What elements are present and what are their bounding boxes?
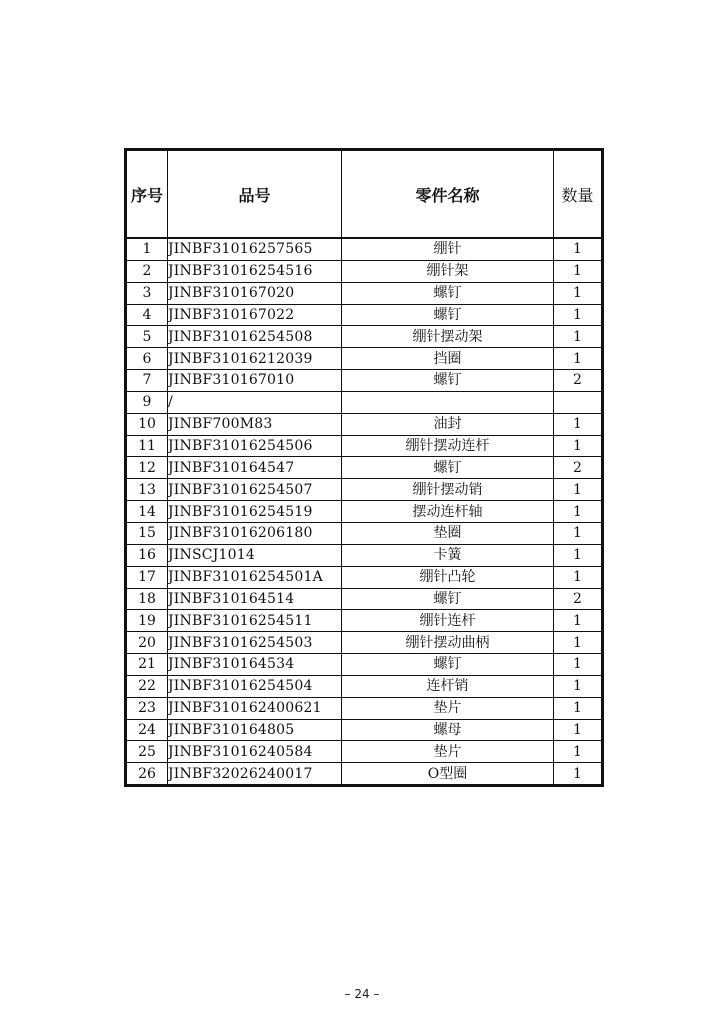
row-quantity: 1 (554, 697, 603, 719)
table-header (126, 150, 603, 239)
row-number: 13 (126, 479, 168, 501)
row-part-number: JINBF310167020 (168, 282, 342, 304)
row-number: 5 (126, 326, 168, 348)
row-number: 19 (126, 610, 168, 632)
row-part-name: 绷针 (342, 238, 554, 260)
row-part-number: JINBF310164534 (168, 654, 342, 676)
header-part-name: 零件名称 (342, 150, 554, 239)
table-row (126, 304, 603, 326)
row-number: 10 (126, 413, 168, 435)
row-quantity: 1 (554, 282, 603, 304)
row-part-name: 垫片 (342, 741, 554, 763)
row-part-name: 绷针架 (342, 260, 554, 282)
table-row (126, 522, 603, 544)
row-quantity: 2 (554, 588, 603, 610)
row-part-number: JINBF310167022 (168, 304, 342, 326)
row-part-number: JINSCJ1014 (168, 544, 342, 566)
table-row (126, 370, 603, 392)
row-number: 23 (126, 697, 168, 719)
row-number: 17 (126, 566, 168, 588)
row-quantity: 1 (554, 435, 603, 457)
row-part-number: JINBF31016254508 (168, 326, 342, 348)
table-row (126, 238, 603, 260)
row-number: 24 (126, 719, 168, 741)
table-row (126, 719, 603, 741)
table-row (126, 260, 603, 282)
row-number: 4 (126, 304, 168, 326)
table-row (126, 501, 603, 523)
row-part-number: JINBF31016254504 (168, 675, 342, 697)
row-part-name: 摆动连杆轴 (342, 501, 554, 523)
row-part-number: JINBF310162400621 (168, 697, 342, 719)
row-number: 18 (126, 588, 168, 610)
page-number: – 24 – (344, 987, 380, 1001)
table-row (126, 610, 603, 632)
parts-table (124, 148, 604, 787)
table-row (126, 457, 603, 479)
table-row (126, 588, 603, 610)
row-number: 3 (126, 282, 168, 304)
header-no: 序号 (126, 150, 168, 239)
row-quantity: 2 (554, 457, 603, 479)
row-part-number: JINBF31016254507 (168, 479, 342, 501)
row-part-name: 螺钉 (342, 588, 554, 610)
row-part-number: JINBF31016254503 (168, 632, 342, 654)
row-part-number: JINBF31016212039 (168, 348, 342, 370)
row-number: 25 (126, 741, 168, 763)
row-part-number: JINBF32026240017 (168, 763, 342, 786)
table-row (126, 348, 603, 370)
row-part-name: 绷针摆动销 (342, 479, 554, 501)
table-body (126, 238, 603, 786)
row-part-name: 螺钉 (342, 654, 554, 676)
row-part-name: 绷针摆动曲柄 (342, 632, 554, 654)
row-number: 1 (126, 238, 168, 260)
table-row (126, 741, 603, 763)
row-number: 20 (126, 632, 168, 654)
row-quantity: 2 (554, 370, 603, 392)
row-part-number: JINBF31016254519 (168, 501, 342, 523)
header-qty: 数量 (554, 150, 603, 239)
row-number: 12 (126, 457, 168, 479)
row-number: 6 (126, 348, 168, 370)
row-part-name: 绷针摆动架 (342, 326, 554, 348)
row-quantity: 1 (554, 544, 603, 566)
row-part-number: JINBF310167010 (168, 370, 342, 392)
row-quantity: 1 (554, 522, 603, 544)
table-row (126, 391, 603, 413)
table-row (126, 675, 603, 697)
row-number: 16 (126, 544, 168, 566)
row-part-number: JINBF31016240584 (168, 741, 342, 763)
row-part-number: JINBF310164514 (168, 588, 342, 610)
row-number: 21 (126, 654, 168, 676)
row-part-name: O型圈 (342, 763, 554, 786)
row-part-name: 绷针摆动连杆 (342, 435, 554, 457)
row-part-name: 螺钉 (342, 282, 554, 304)
row-quantity: 1 (554, 566, 603, 588)
row-part-name: 卡簧 (342, 544, 554, 566)
row-quantity: 1 (554, 348, 603, 370)
row-part-number: JINBF31016257565 (168, 238, 342, 260)
table-row (126, 479, 603, 501)
row-part-name: 绷针凸轮 (342, 566, 554, 588)
row-quantity: 1 (554, 479, 603, 501)
row-part-name: 螺钉 (342, 304, 554, 326)
row-part-name (342, 391, 554, 413)
row-number: 2 (126, 260, 168, 282)
row-part-name: 挡圈 (342, 348, 554, 370)
row-part-number: JINBF700M83 (168, 413, 342, 435)
row-quantity: 1 (554, 719, 603, 741)
row-number: 26 (126, 763, 168, 786)
row-part-number: JINBF31016254516 (168, 260, 342, 282)
row-number: 14 (126, 501, 168, 523)
row-quantity (554, 391, 603, 413)
row-part-number: JINBF31016254501A (168, 566, 342, 588)
row-part-name: 绷针连杆 (342, 610, 554, 632)
table-row (126, 632, 603, 654)
row-quantity: 1 (554, 632, 603, 654)
row-number: 11 (126, 435, 168, 457)
row-part-name: 垫圈 (342, 522, 554, 544)
row-number: 9 (126, 391, 168, 413)
row-quantity: 1 (554, 610, 603, 632)
header-row (126, 150, 603, 239)
row-part-name: 油封 (342, 413, 554, 435)
table-row (126, 566, 603, 588)
row-quantity: 1 (554, 763, 603, 786)
row-part-name: 垫片 (342, 697, 554, 719)
row-part-number: JINBF31016206180 (168, 522, 342, 544)
row-quantity: 1 (554, 304, 603, 326)
table-row (126, 435, 603, 457)
row-part-name: 螺钉 (342, 457, 554, 479)
table-row (126, 654, 603, 676)
row-quantity: 1 (554, 741, 603, 763)
row-quantity: 1 (554, 654, 603, 676)
table-row (126, 282, 603, 304)
table-row (126, 413, 603, 435)
row-part-number: / (168, 391, 342, 413)
row-quantity: 1 (554, 238, 603, 260)
row-part-name: 螺母 (342, 719, 554, 741)
header-part-no: 品号 (168, 150, 342, 239)
table-row (126, 763, 603, 786)
row-number: 7 (126, 370, 168, 392)
row-number: 15 (126, 522, 168, 544)
row-part-number: JINBF310164547 (168, 457, 342, 479)
row-quantity: 1 (554, 326, 603, 348)
row-part-number: JINBF31016254506 (168, 435, 342, 457)
row-part-number: JINBF310164805 (168, 719, 342, 741)
row-quantity: 1 (554, 675, 603, 697)
row-quantity: 1 (554, 413, 603, 435)
table-row (126, 697, 603, 719)
row-part-name: 螺钉 (342, 370, 554, 392)
row-quantity: 1 (554, 501, 603, 523)
row-part-name: 连杆销 (342, 675, 554, 697)
table-row (126, 326, 603, 348)
row-number: 22 (126, 675, 168, 697)
table-row (126, 544, 603, 566)
row-quantity: 1 (554, 260, 603, 282)
row-part-number: JINBF31016254511 (168, 610, 342, 632)
